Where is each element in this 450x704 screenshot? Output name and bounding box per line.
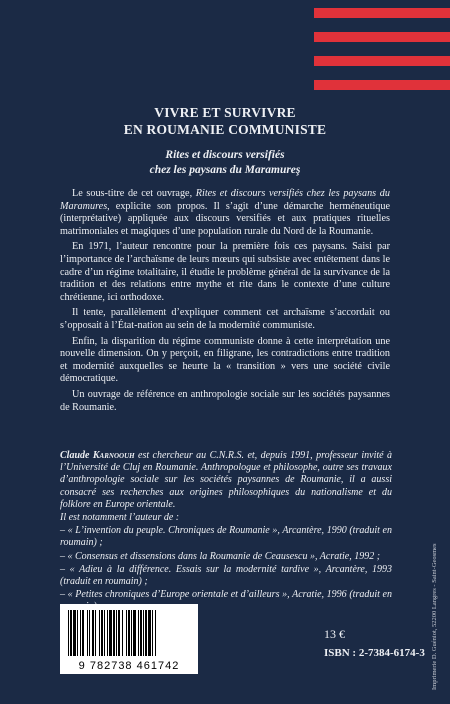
printer-imprint: Imprimerie D. Guéniot, 52200 Langres - Saint-Geosmes [431, 543, 438, 690]
isbn: ISBN : 2-7384-6174-3 [324, 647, 425, 659]
book-title [0, 104, 450, 138]
blurb-paragraph-2: En 1971, l’auteur rencontre pour la première fois ces paysans. Saisi par l’importance de l’archaïsme de leurs mœurs qui subsiste avec entêtement dans le cadre d’un régime totalitaire, il étudie le problème général de la survivance de la tradition et des relations entre mythe et rite dans le contexte d’une culture chrétienne, ici orthodoxe. [60, 241, 390, 303]
author-first-name: Claude [60, 450, 90, 461]
work-item: – « Consensus et dissensions dans la Roumanie de Ceausescu », Acratie, 1992 ; [60, 550, 381, 562]
work-item: – « L’invention du peuple. Chroniques de Roumanie », Arcantère, 1990 (traduit en roumain) ; [60, 525, 392, 549]
works-intro: Il est notamment l’auteur de : [60, 512, 180, 524]
blurb-paragraph-5: Un ouvrage de référence en anthropologie sociale sur les sociétés paysannes de Roumanie. [60, 388, 390, 413]
barcode-bar [152, 610, 153, 656]
barcode-bar [148, 610, 151, 656]
barcode-bar [92, 610, 94, 656]
title-line-1: VIVRE ET SURVIVRE [154, 105, 296, 120]
author-bio [60, 450, 392, 615]
barcode-bar [107, 610, 108, 656]
barcode-bar [77, 610, 78, 656]
barcode-bar [143, 610, 144, 656]
barcode-number: 9 782738 461742 [78, 660, 180, 672]
barcode-bar [73, 610, 76, 656]
title-line-2: EN ROUMANIE COMMUNISTE [123, 122, 327, 137]
barcode-bar [70, 610, 72, 656]
barcode-bar [80, 610, 81, 656]
barcode-bar [113, 610, 115, 656]
barcode-bar [89, 610, 90, 656]
subtitle-line-1: Rites et discours versifiés [165, 149, 285, 161]
stripe-2 [314, 32, 450, 42]
barcode-bar [138, 610, 139, 656]
blurb-p1-start: Le sous-titre de cet ouvrage, [72, 188, 196, 199]
barcode-bar [109, 610, 112, 656]
barcode-bar [128, 610, 130, 656]
barcode-bar [131, 610, 132, 656]
work-item: – « Petites chroniques d’Europe orientale et d’ailleurs », Acratie, 1996 (traduit en [60, 589, 392, 601]
barcode-bar [82, 610, 84, 656]
barcode-bar [126, 610, 127, 656]
work-item: – « Adieu à la différence. Essais sur la modernité tardive », Arcantère, 1993 (traduit en roumain) ; [60, 563, 392, 588]
blurb [60, 188, 390, 417]
barcode-bars [60, 604, 198, 660]
barcode-bar [155, 610, 156, 656]
barcode-bar [133, 610, 136, 656]
stripe-1 [314, 8, 450, 18]
barcode-bar [101, 610, 103, 656]
stripe-3 [314, 56, 450, 66]
blurb-p1-subtitle: Rites et discours versifiés chez les paysans du Maramures [60, 188, 390, 212]
decorative-stripes [314, 0, 450, 104]
barcode-bar [68, 610, 69, 656]
barcode-bar [122, 610, 123, 656]
barcode-bar [118, 610, 120, 656]
blurb-paragraph-4: Enfin, la disparition du régime communiste donne à cette interprétation une nouvelle dimension. On y perçoit, en filigrane, les contradictions entre tradition et modernité auxquelles se heurte la « transition » vers une société civile démocratique. [60, 335, 390, 385]
subtitle-line-2: chez les paysans du Maramureş [149, 164, 301, 176]
barcode-bar [145, 610, 147, 656]
blurb-paragraph-3: Il tente, parallèlement d’expliquer comment cet archaïsme s’accordait ou s’opposait à l’État-nation au sein de la modernité communiste. [60, 307, 390, 331]
blurb-paragraph-1 [60, 188, 390, 238]
barcode-bar [95, 610, 96, 656]
author-bio-body: est chercheur au C.N.R.S. et, depuis 1991, professeur invité à l’Université de Cluj en Roumanie. Anthropologue et philosophe, outre ses travaux d’anthropologie sociale sur les sociétés paysannes de Roumanie, il a aussi consacré ses recherches aux origines philosophiques du nationalisme et du folklore en Europe orientale. [60, 450, 392, 510]
book-header [0, 104, 450, 178]
author-last-name: Karnoouh [92, 450, 135, 461]
stripe-4 [314, 80, 450, 90]
barcode-bar [104, 610, 105, 656]
barcode-bar [99, 610, 100, 656]
author-name [60, 450, 135, 461]
blurb-p1-end: , explicite son propos. Il s’agit d’une démarche herméneutique (interprétative) appliquée aux discours versifiés et aux pratiques rituelles matrimoniales et magiques d’une population rurale du Nord de la Roumanie. [60, 200, 390, 237]
barcode [60, 604, 198, 674]
price: 13 € [324, 627, 345, 641]
book-subtitle [0, 148, 450, 178]
barcode-bar [87, 610, 88, 656]
barcode-bar [140, 610, 142, 656]
author-bio-text [60, 450, 392, 511]
barcode-bar [116, 610, 117, 656]
